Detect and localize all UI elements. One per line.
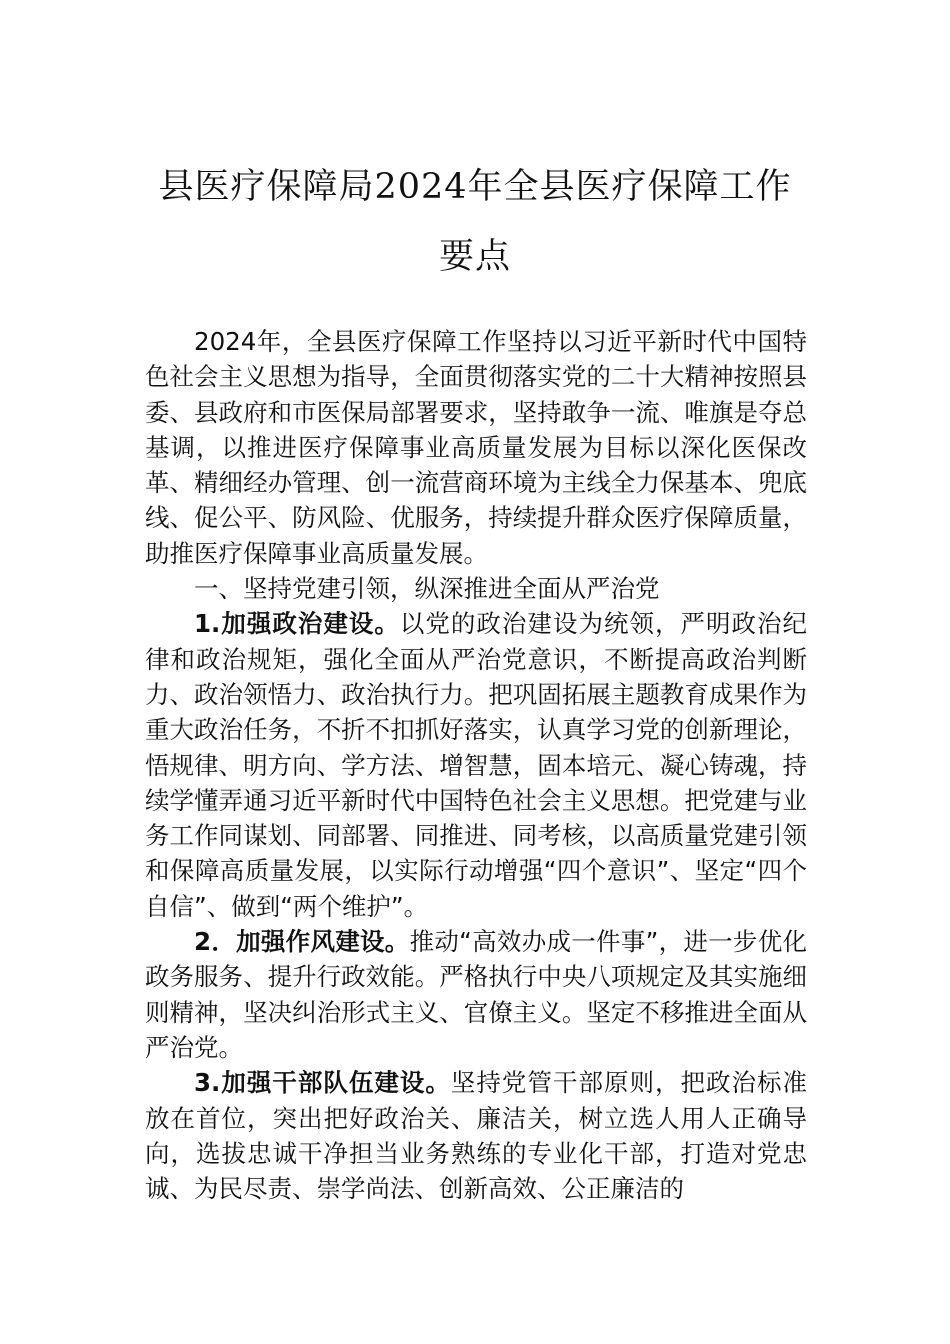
- item-lead-2: 2．加强作风建设。: [194, 927, 410, 957]
- intro-paragraph: 2024年，全县医疗保障工作坚持以习近平新时代中国特色社会主义思想为指导，全面贯彻落实党的二十大精神按照县委、县政府和市医保局部署要求，坚持敢争一流、唯旗是夺总基调，以推进医疗保障事业高质量发展为目标以深化医保改革、精细经办管理、创一流营商环境为主线全力保基本、兜底线、促公平、防风险、优服务，持续提升群众医疗保障质量，助推医疗保障事业高质量发展。: [145, 327, 807, 568]
- item-lead-3: 3.加强干部队伍建设。: [194, 1068, 451, 1098]
- item-paragraph-1: [145, 606, 807, 924]
- section-heading-1: 一、坚持党建引领，纵深推进全面从严治党: [194, 574, 660, 604]
- item-paragraph-3: [145, 1065, 807, 1206]
- document-body: [145, 324, 807, 1206]
- item-text-3: 坚持党管干部原则，把政治标准放在首位，突出把好政治关、廉洁关，树立选人用人正确导向，选拔忠诚干净担当业务熟练的专业化干部，打造对党忠诚、为民尽责、崇学尚法、创新高效、公正廉洁的: [145, 1068, 807, 1204]
- item-lead-1: 1.加强政治建设。: [194, 609, 400, 639]
- item-paragraph-2: [145, 924, 807, 1065]
- item-text-2: 推动“高效办成一件事”，进一步优化政务服务、提升行政效能。严格执行中央八项规定及其实施细则精神，坚决纠治形式主义、官僚主义。坚定不移推进全面从严治党。: [145, 927, 807, 1062]
- item-text-1: 以党的政治建设为统领，严明政治纪律和政治规矩，强化全面从严治党意识，不断提高政治判断力、政治领悟力、政治执行力。把巩固拓展主题教育成果作为重大政治任务，不折不扣抓好落实，认真学习党的创新理论，悟规律、明方向、学方法、增智慧，固本培元、凝心铸魂，持续学懂弄通习近平新时代中国特色社会主义思想。把党建与业务工作同谋划、同部署、同推进、同考核，以高质量党建引领和保障高质量发展，以实际行动增强“四个意识”、坚定“四个自信”、做到“两个维护”。: [145, 609, 807, 921]
- document-title: 县医疗保障局2024年全县医疗保障工作要点: [158, 167, 792, 277]
